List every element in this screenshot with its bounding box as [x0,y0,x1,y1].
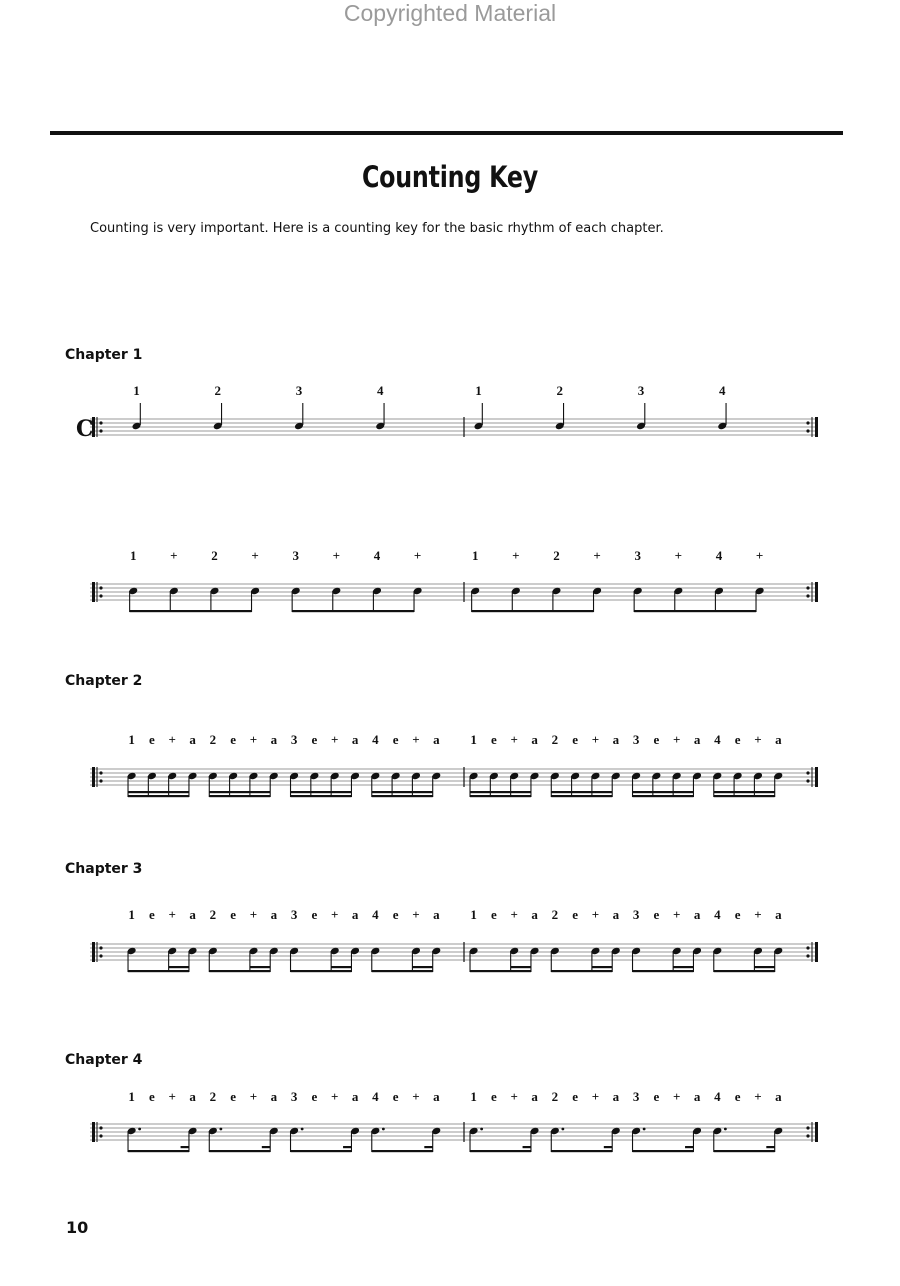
count-syllable: + [249,1089,258,1104]
note-beam [470,795,531,797]
note-beam [412,966,432,968]
repeat-dot [806,421,809,424]
note-beam [291,795,352,797]
count-syllable: 4 [373,548,381,563]
count-syllable: a [189,907,196,922]
count-syllable: a [433,1089,440,1104]
count-syllable: e [734,732,741,747]
note-beam [472,610,594,612]
count-syllable: 1 [130,548,137,563]
count-syllable: + [168,732,176,747]
note-beam [714,795,775,797]
count-syllable: + [168,907,176,922]
repeat-dot [99,779,102,782]
note-beam [372,1150,433,1152]
count-syllable: e [491,732,497,747]
chapter-1-label: Chapter 1 [65,347,143,363]
note-beam [673,966,693,968]
note-beam [209,970,270,972]
note-partial-beam [262,1146,270,1148]
header-rule [50,131,843,135]
chapter-2-label: Chapter 2 [65,673,143,689]
count-syllable: + [593,548,601,563]
repeat-dot [806,771,809,774]
count-syllable: a [433,907,440,922]
note-beam [209,1150,270,1152]
count-syllable: 3 [632,732,640,747]
repeat-dot [806,594,809,597]
chapter-3-counts [0,907,900,927]
count-syllable: e [149,907,155,922]
note-beam [470,970,531,972]
staff-lines [90,1124,818,1140]
count-syllable: e [653,907,660,922]
note-partial-beam [766,1146,774,1148]
count-syllable: 2 [211,548,218,563]
repeat-end-thick-bar [815,1122,818,1142]
note-beam [714,970,775,972]
chapter-2-staff [0,755,900,815]
note-beam [372,791,433,793]
count-syllable: e [230,907,237,922]
count-syllable: 2 [209,732,217,747]
repeat-dot [806,954,809,957]
count-syllable: 2 [556,383,563,398]
note-beam [592,966,612,968]
count-syllable: + [168,1089,176,1104]
repeat-dot [99,1126,102,1129]
repeat-dot [99,1134,102,1137]
note-beam [292,610,414,612]
count-syllable: a [189,1089,196,1104]
count-syllable: + [332,548,341,563]
staff-lines [90,769,818,785]
repeat-dot [806,779,809,782]
repeat-dot [99,946,102,949]
augmentation-dot [301,1128,304,1131]
count-syllable: 1 [128,732,135,747]
count-syllable: e [491,1089,497,1104]
chapter-1-counts-eighth [0,548,900,568]
repeat-dot [99,421,102,424]
count-syllable: + [754,732,762,747]
count-syllable: 2 [214,383,221,398]
note-beam [633,1150,694,1152]
chapter-1-staff-quarter [0,405,900,465]
chapter-4-counts [0,1089,900,1109]
count-syllable: e [734,1089,741,1104]
note-partial-beam [685,1146,693,1148]
count-syllable: e [392,907,399,922]
note-partial-beam [424,1146,432,1148]
count-syllable: 3 [292,548,299,563]
count-syllable: 1 [470,732,477,747]
count-syllable: a [270,732,278,747]
note-beam [633,791,694,793]
chapter-3-staff [0,930,900,990]
note-beam [551,970,612,972]
note-beam [128,791,189,793]
repeat-dot [99,429,102,432]
count-syllable: e [230,1089,237,1104]
count-syllable: + [673,907,681,922]
note-beam [372,795,433,797]
count-syllable: e [653,732,660,747]
count-syllable: + [170,548,178,563]
repeat-dot [806,1126,809,1129]
intro-text: Counting is very important. Here is a counting key for the basic rhythm of each chapter. [90,221,664,236]
count-syllable: a [270,1089,278,1104]
count-syllable: a [693,1089,701,1104]
count-syllable: + [591,907,600,922]
chapter-1-counts-quarter [0,383,900,403]
chapter-4-staff [0,1110,900,1170]
repeat-dot [99,771,102,774]
count-syllable: + [754,907,762,922]
note-beam [169,966,189,968]
augmentation-dot [643,1128,646,1131]
repeat-end-thick-bar [815,417,818,437]
note-beam [128,795,189,797]
repeat-dot [99,586,102,589]
count-syllable: 3 [290,1089,298,1104]
count-syllable: + [331,1089,339,1104]
count-syllable: a [612,907,620,922]
note-partial-beam [604,1146,612,1148]
count-syllable: 2 [551,1089,559,1104]
count-syllable: + [331,907,339,922]
count-syllable: a [693,732,701,747]
count-syllable: + [510,732,518,747]
page-title: Counting Key [361,160,539,194]
note-beam [209,795,270,797]
copyright-watermark: Copyrighted Material [343,0,557,26]
count-syllable: e [392,1089,399,1104]
repeat-start-thick-bar [92,767,95,787]
count-syllable: 2 [553,548,560,563]
count-syllable: + [412,1089,420,1104]
note-beam [291,970,352,972]
count-syllable: + [510,907,518,922]
count-syllable: 4 [377,383,384,398]
note-beam [754,966,774,968]
count-syllable: a [775,732,782,747]
count-syllable: e [653,1089,660,1104]
note-beam [128,970,189,972]
augmentation-dot [219,1128,222,1131]
chapter-3-label: Chapter 3 [65,861,143,877]
count-syllable: a [351,732,359,747]
note-beam [551,791,612,793]
count-syllable: e [149,1089,155,1104]
note-partial-beam [523,1146,531,1148]
note-beam [291,1150,352,1152]
count-syllable: e [572,1089,579,1104]
note-beam [470,791,531,793]
repeat-dot [99,954,102,957]
count-syllable: a [612,1089,620,1104]
count-syllable: + [413,548,422,563]
count-syllable: 1 [472,548,479,563]
time-signature-common-time: C [76,416,94,442]
count-syllable: a [270,907,278,922]
count-syllable: + [412,732,420,747]
note-beam [209,791,270,793]
note-beam [633,970,694,972]
repeat-start-thick-bar [92,582,95,602]
count-syllable: + [251,548,259,563]
repeat-start-thick-bar [92,942,95,962]
count-syllable: a [351,1089,359,1104]
count-syllable: 1 [470,907,477,922]
repeat-end-thick-bar [815,942,818,962]
repeat-end-thick-bar [815,582,818,602]
count-syllable: 2 [209,907,217,922]
count-syllable: e [572,907,579,922]
count-syllable: 1 [133,383,140,398]
note-beam [634,610,756,612]
count-syllable: + [673,1089,681,1104]
repeat-dot [806,946,809,949]
count-syllable: e [392,732,399,747]
augmentation-dot [724,1128,727,1131]
count-syllable: 4 [715,548,723,563]
page-number: 10 [66,1218,89,1237]
note-partial-beam [181,1146,189,1148]
count-syllable: 1 [128,907,135,922]
count-syllable: a [351,907,359,922]
count-syllable: 3 [632,907,640,922]
count-syllable: 3 [634,548,641,563]
count-syllable: e [734,907,741,922]
count-syllable: e [572,732,579,747]
note-beam [331,966,351,968]
count-syllable: 3 [637,383,645,398]
count-syllable: 2 [551,907,559,922]
count-syllable: e [230,732,237,747]
chapter-1-staff-eighth [0,570,900,630]
count-syllable: + [512,548,520,563]
note-beam [250,966,270,968]
count-syllable: 1 [470,1089,477,1104]
chapter-2-counts [0,732,900,752]
count-syllable: 4 [714,907,721,922]
count-syllable: 3 [290,907,298,922]
repeat-dot [806,1134,809,1137]
count-syllable: e [491,907,497,922]
count-syllable: a [531,1089,538,1104]
count-syllable: + [673,732,681,747]
count-syllable: 3 [290,732,298,747]
augmentation-dot [382,1128,385,1131]
augmentation-dot [138,1128,141,1131]
count-syllable: 4 [372,907,379,922]
staff-lines [90,944,818,960]
count-syllable: a [189,732,196,747]
count-syllable: e [311,1089,318,1104]
count-syllable: 2 [209,1089,217,1104]
note-partial-beam [343,1146,351,1148]
count-syllable: 4 [719,383,726,398]
chapter-4-label: Chapter 4 [65,1052,143,1068]
note-beam [128,1150,189,1152]
count-syllable: a [775,1089,782,1104]
count-syllable: 3 [632,1089,640,1104]
note-beam [633,795,694,797]
augmentation-dot [480,1128,483,1131]
count-syllable: e [149,732,155,747]
count-syllable: e [311,732,318,747]
note-beam [714,791,775,793]
note-beam [130,610,252,612]
count-syllable: a [433,732,440,747]
count-syllable: + [412,907,420,922]
count-syllable: 1 [128,1089,135,1104]
count-syllable: + [674,548,683,563]
count-syllable: a [775,907,782,922]
note-beam [372,970,433,972]
count-syllable: + [331,732,339,747]
repeat-dot [99,594,102,597]
count-syllable: + [591,732,600,747]
count-syllable: + [510,1089,518,1104]
count-syllable: a [531,732,538,747]
note-beam [470,1150,531,1152]
count-syllable: e [311,907,318,922]
staff-lines [90,419,818,435]
count-syllable: + [591,1089,600,1104]
count-syllable: + [755,548,764,563]
count-syllable: a [531,907,538,922]
count-syllable: 3 [295,383,303,398]
note-beam [551,795,612,797]
count-syllable: 1 [475,383,482,398]
repeat-start-thick-bar [92,1122,95,1142]
count-syllable: + [754,1089,762,1104]
count-syllable: + [249,732,258,747]
note-beam [714,1150,775,1152]
count-syllable: a [693,907,701,922]
repeat-dot [806,429,809,432]
count-syllable: 4 [372,1089,379,1104]
count-syllable: + [249,907,258,922]
note-beam [291,791,352,793]
count-syllable: 4 [714,1089,721,1104]
repeat-end-thick-bar [815,767,818,787]
count-syllable: 4 [714,732,721,747]
count-syllable: 2 [551,732,559,747]
count-syllable: a [612,732,620,747]
note-beam [511,966,531,968]
note-beam [551,1150,612,1152]
staff-lines [90,584,818,600]
augmentation-dot [561,1128,564,1131]
count-syllable: 4 [372,732,379,747]
repeat-dot [806,586,809,589]
